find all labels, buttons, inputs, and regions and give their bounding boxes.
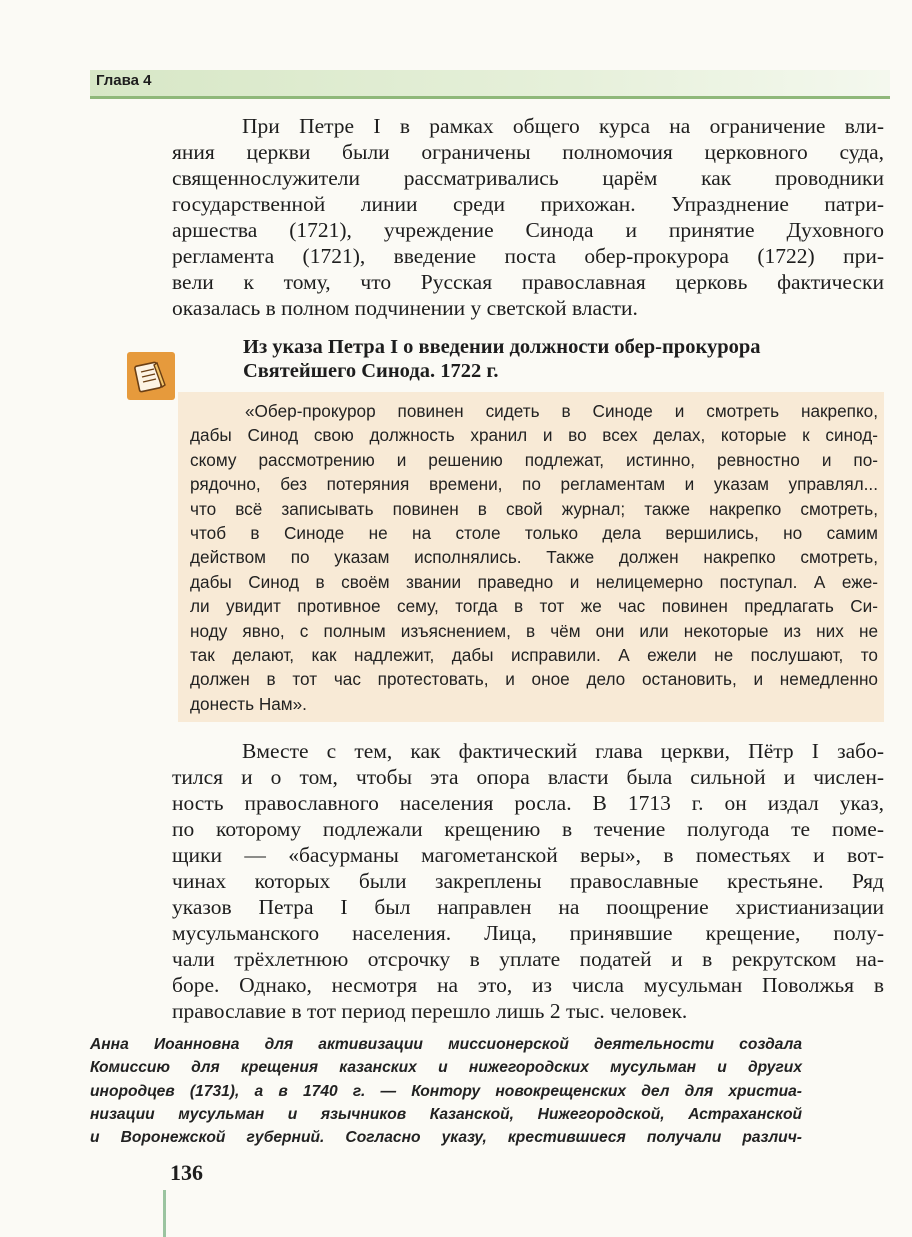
text-line: ность православного населения росла. В 1713 г. он издал указ,: [172, 791, 884, 815]
document-title: [243, 335, 888, 383]
page-margin-rule: [163, 1190, 166, 1237]
text-line: мусульманского населения. Лица, принявшие крещение, полу-: [172, 921, 884, 945]
text-line: Вместе с тем, как фактический глава церкви, Пётр I забо-: [242, 739, 884, 763]
quote-line: донесть Нам».: [190, 693, 307, 714]
text-line: чали трёхлетнюю отсрочку в уплате податей и в рекрутском на-: [172, 947, 884, 971]
side-note-line: и Воронежской губерний. Согласно указу, крестившиеся получали различ-: [90, 1129, 802, 1147]
text-line: чинах которых были закреплены православные крестьяне. Ряд: [172, 869, 884, 893]
quote-line: дабы Синод свою должность хранил и во всех делах, которые к синод-: [190, 425, 878, 446]
paragraph-peter-church-reform: [172, 113, 884, 321]
quote-line: «Обер-прокурор повинен сидеть в Синоде и смотреть накрепко,: [245, 401, 878, 421]
text-line: вели к тому, что Русская православная церковь фактически: [172, 270, 884, 294]
side-note-line: низации мусульман и язычников Казанской, Нижегородской, Астраханской: [90, 1105, 802, 1123]
document-title-line: Из указа Петра I о введении должности обер-прокурора: [243, 336, 761, 358]
quote-line: что всё записывать повинен в свой журнал; также накрепко смотреть,: [190, 498, 878, 519]
paragraph-christianization: [172, 738, 884, 1024]
page-number: 136: [170, 1160, 203, 1185]
text-line: аршества (1721), учреждение Синода и принятие Духовного: [172, 218, 884, 242]
chapter-header-band: [90, 70, 890, 96]
text-line: государственной линии среди прихожан. Упразднение патри-: [172, 192, 884, 216]
side-note-anna-ioannovna: [90, 1033, 802, 1149]
chapter-title: Глава 4: [96, 72, 152, 89]
side-note-line: Комиссию для крещения казанских и нижегородских мусульман и других: [90, 1059, 802, 1077]
text-line: тился и о том, чтобы эта опора власти была сильной и числен-: [172, 765, 884, 789]
text-line: При Петре I в рамках общего курса на ограничение вли-: [242, 114, 884, 138]
side-note-line: Анна Иоанновна для активизации миссионерской деятельности создала: [90, 1036, 802, 1053]
quote-line: ли увидит противное сему, тогда в тот же час повинен предлагать Си-: [190, 596, 878, 617]
text-line: православие в тот период перешло лишь 2 тыс. человек.: [172, 999, 688, 1023]
text-line: регламента (1721), введение поста обер-прокурора (1722) при-: [172, 244, 884, 268]
text-line: яния церкви были ограничены полномочия церковного суда,: [172, 140, 884, 164]
chapter-header-rule: [90, 96, 890, 99]
text-line: указов Петра I был направлен на поощрение христианизации: [172, 895, 884, 919]
document-quote-text: [190, 399, 878, 716]
quote-line: дабы Синод в своём звании праведно и нелицемерно поступал. А еже-: [190, 571, 878, 592]
text-line: щики — «басурманы магометанской веры», в поместьях и вот-: [172, 843, 884, 867]
quote-line: должен в тот час протестовать, и оное дело остановить, и немедленно: [190, 669, 878, 690]
quote-line: ноду явно, с полным изъяснением, в чём они или некоторые из них не: [190, 620, 878, 641]
quote-line: чтоб в Синоде не на столе только дела вершились, но самим: [190, 523, 878, 544]
quote-line: скому рассмотрению и решению подлежат, истинно, ревностно и по-: [190, 449, 878, 470]
document-icon: [127, 352, 175, 400]
quote-line: действом по указам исполнялись. Также должен накрепко смотреть,: [190, 547, 878, 568]
text-line: оказалась в полном подчинении у светской власти.: [172, 296, 638, 320]
quote-line: так делают, как надлежит, дабы исправили. А ежели не послушают, то: [190, 645, 878, 666]
quote-line: рядочно, без потеряния времени, по регламентам и указам управлял...: [190, 474, 878, 495]
text-line: боре. Однако, несмотря на это, из числа мусульман Поволжья в: [172, 973, 884, 997]
document-title-line: Святейшего Синода. 1722 г.: [243, 360, 499, 382]
text-line: священнослужители рассматривались царём как проводники: [172, 166, 884, 190]
text-line: по которому подлежали крещению в течение полугода те поме-: [172, 817, 884, 841]
side-note-line: инородцев (1731), а в 1740 г. — Контору новокрещенских дел для христиа-: [90, 1082, 802, 1100]
